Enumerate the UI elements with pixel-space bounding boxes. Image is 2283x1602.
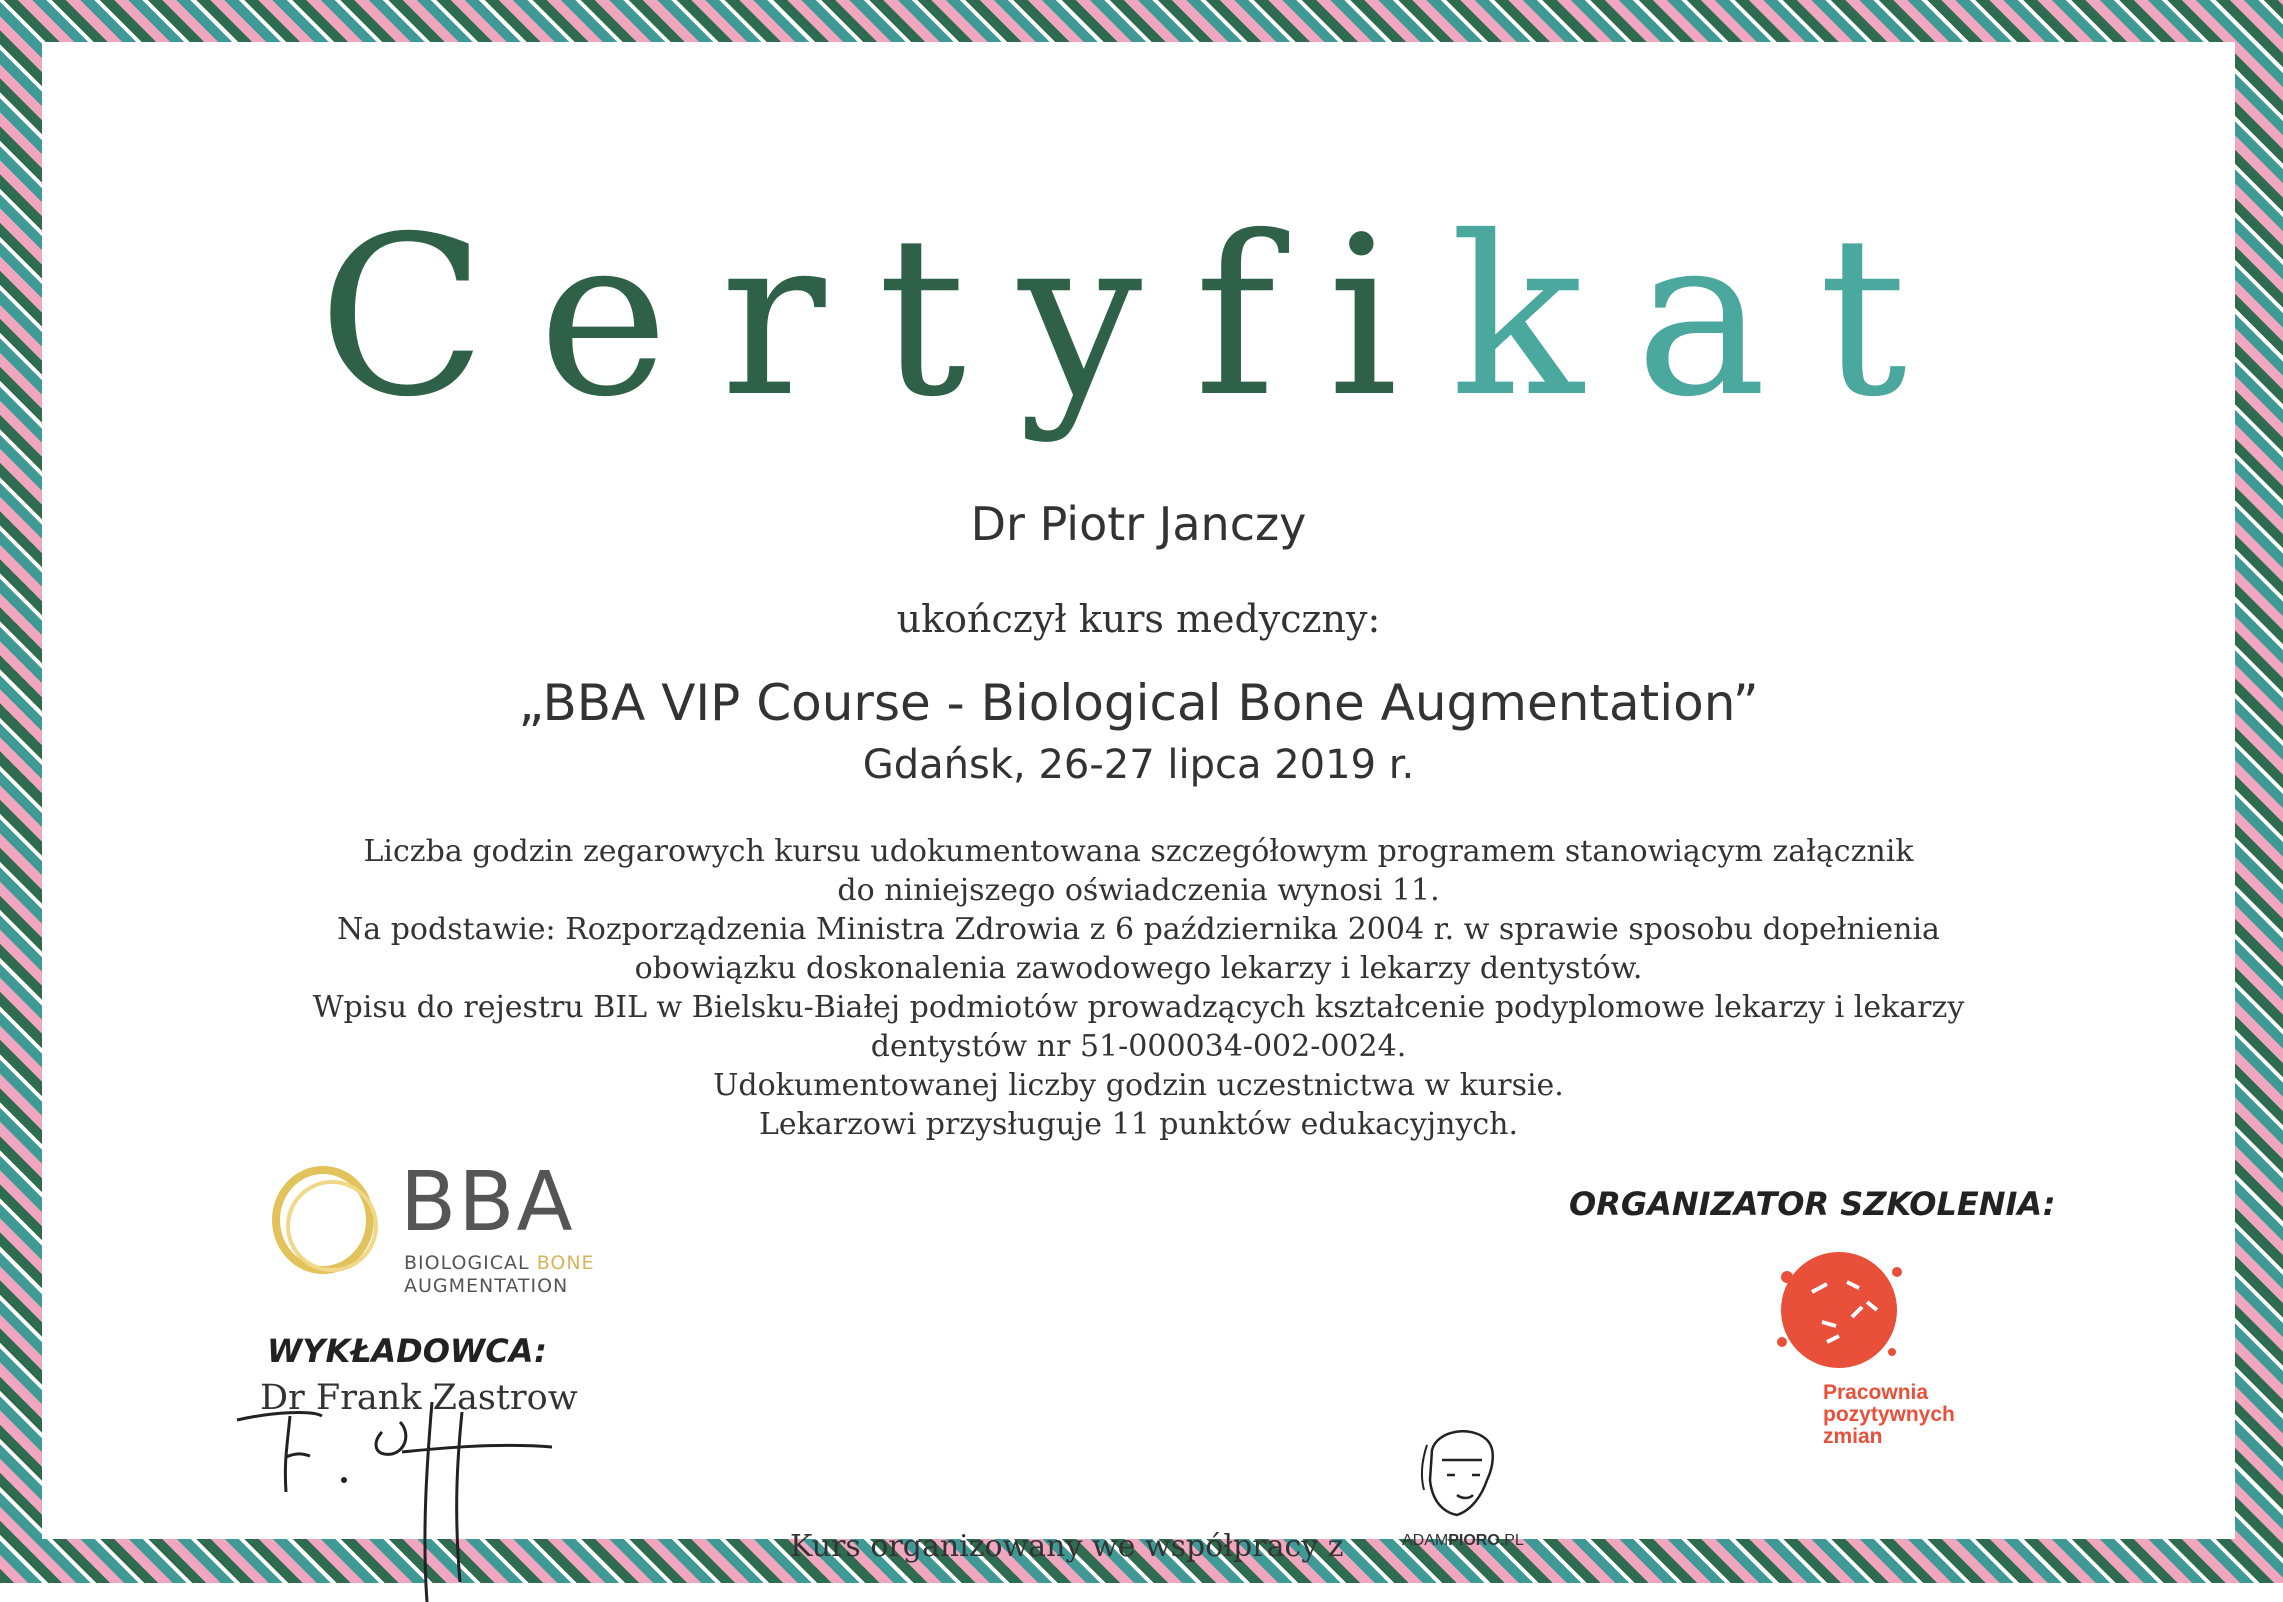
lecturer-name: Dr Frank Zastrow — [260, 1378, 578, 1418]
bba-sub-biological: BIOLOGICAL — [404, 1252, 537, 1274]
course-name: „BBA VIP Course - Biological Bone Augmentation” — [518, 674, 1759, 732]
lecturer-label: WYKŁADOWCA: — [267, 1332, 547, 1370]
organizer-splash-icon — [1727, 1232, 1927, 1382]
signature-image — [232, 1402, 562, 1602]
body-line: Liczba godzin zegarowych kursu udokumentowana szczegółowym programem stanowiącym załącznik — [363, 834, 1914, 869]
body-line: dentystów nr 51-000034-002-0024. — [870, 1029, 1407, 1064]
bba-logo — [272, 1155, 612, 1302]
logo-text-pioro: PIORO — [1448, 1532, 1500, 1549]
body-line: Wpisu do rejestru BIL w Bielsku-Białej podmiotów prowadzących kształcenie podyplomowe lekarzy i lekarzy — [312, 990, 1965, 1025]
bba-logo-subtitle-1 — [404, 1252, 595, 1274]
completed-line: ukończył kurs medyczny: — [896, 597, 1381, 641]
adampioro-logo — [1402, 1420, 1522, 1555]
adampioro-logo-text — [1402, 1532, 1524, 1550]
recipient-name: Dr Piotr Janczy — [970, 497, 1307, 551]
face-sketch-icon — [1402, 1420, 1522, 1530]
organizer-logo-line: Pracownia — [1823, 1381, 1929, 1404]
organizer-logo-line: zmian — [1823, 1425, 1883, 1448]
organizer-label: ORGANIZATOR SZKOLENIA: — [1569, 1185, 2056, 1223]
organizer-logo-line: pozytywnych — [1823, 1403, 1955, 1426]
body-line: Udokumentowanej liczby godzin uczestnictwa w kursie. — [713, 1068, 1564, 1103]
certificate-sheet — [42, 42, 2235, 1564]
logo-text-pl: .PL — [1499, 1532, 1524, 1549]
title-dark-part: Certyfi — [317, 189, 1451, 445]
bba-logo-letters: BBA — [400, 1155, 575, 1250]
organizer-logo — [1727, 1232, 1955, 1472]
certificate-title — [42, 189, 2235, 445]
cooperation-text: Kurs organizowany we współpracy z — [790, 1529, 1344, 1564]
bba-sub-bone: BONE — [536, 1252, 595, 1274]
body-line: Lekarzowi przysługuje 11 punktów edukacyjnych. — [758, 1107, 1518, 1142]
bba-logo-subtitle-2: AUGMENTATION — [404, 1275, 569, 1297]
body-line: obowiązku doskonalenia zawodowego lekarzy i lekarzy dentystów. — [634, 951, 1643, 986]
bba-inner-ring-icon — [286, 1180, 378, 1272]
title-light-part: kat — [1450, 189, 1960, 445]
logo-text-adam: ADAM — [1402, 1532, 1449, 1549]
certificate-body — [42, 832, 2235, 1144]
place-date: Gdańsk, 26-27 lipca 2019 r. — [862, 742, 1415, 788]
body-line: do niniejszego oświadczenia wynosi 11. — [837, 873, 1440, 908]
body-line: Na podstawie: Rozporządzenia Ministra Zdrowia z 6 października 2004 r. w sprawie sposobu dopełnienia — [337, 912, 1940, 947]
